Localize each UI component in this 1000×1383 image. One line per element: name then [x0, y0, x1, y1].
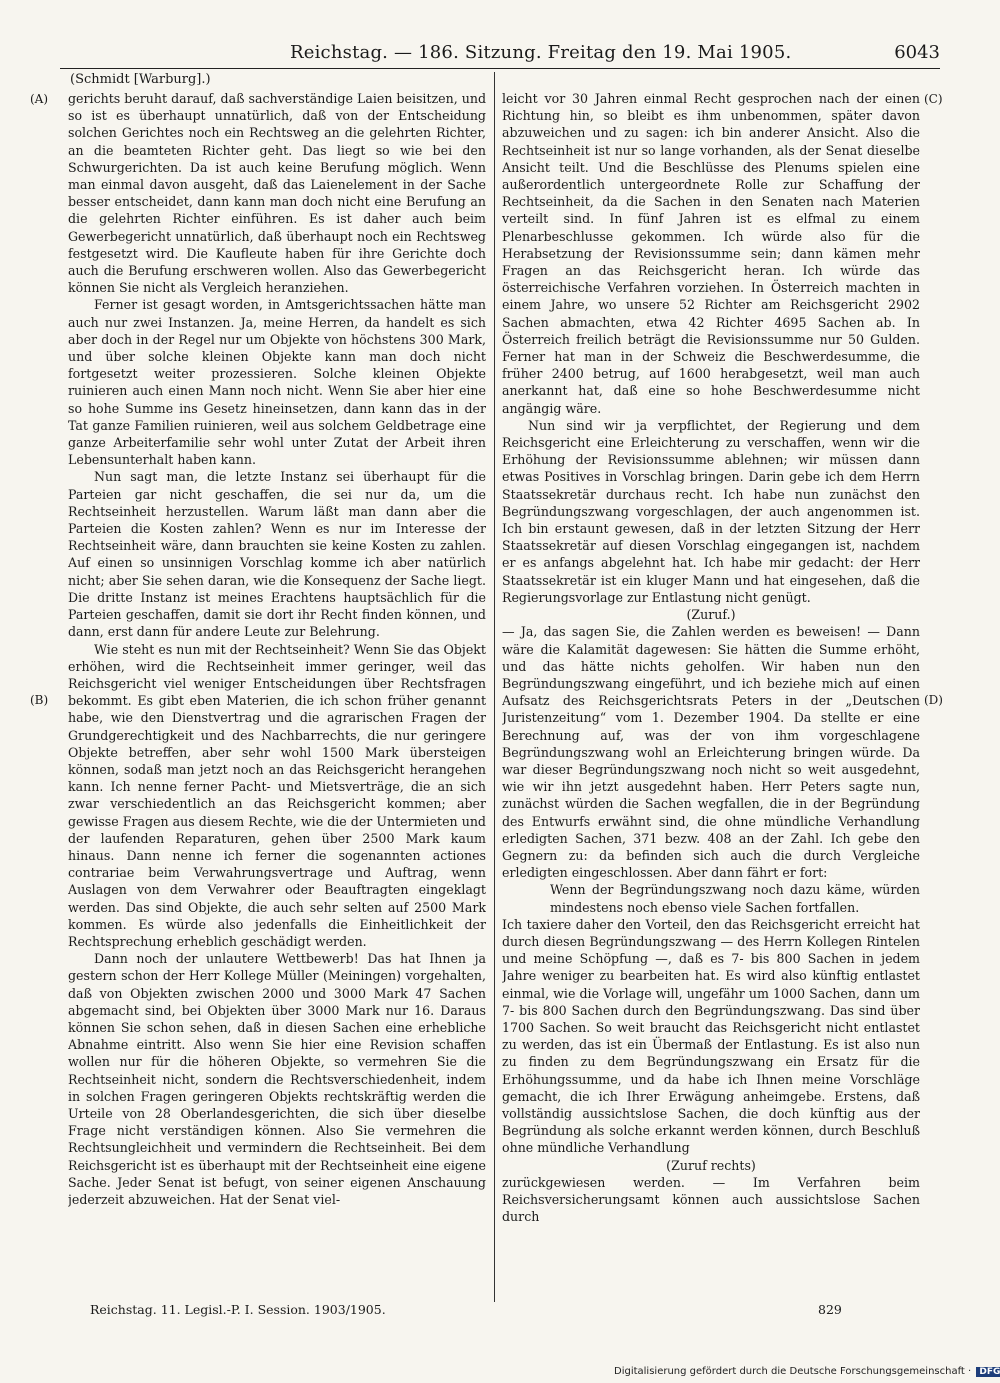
interjection: (Zuruf.) [686, 607, 736, 623]
column-divider [494, 72, 495, 1302]
paragraph: Nun sagt man, die letzte Instanz sei überhaupt für die Parteien gar nicht geschaffen, die sei nur da, um die Rechtseinheit herzustellen. Warum läßt man dann aber die Parteien die Kosten zahlen? Wenn es nur im Interesse der Rechtseinheit wäre, dann brauchten sie keine Kosten zu zahlen. Auf einen so unsinnigen Vorschlag komme ich aber natürlich nicht; aber Sie sehen daran, wie die Konsequenz der Sache liegt. Die dritte Instanz ist meines Erachtens hauptsächlich für die Parteien geschaffen, damit sie dort ihr Recht finden können, und dann, erst dann für andere Leute zur Belehrung. [68, 469, 486, 640]
dfg-logo: DFG [976, 1367, 1000, 1377]
dfg-notice-text: Digitalisierung gefördert durch die Deutsche Forschungsgemeinschaft · [614, 1366, 972, 1377]
dfg-funding-notice [614, 1366, 1000, 1377]
paragraph: Dann noch der unlautere Wettbewerb! Das hat Ihnen ja gestern schon der Herr Kollege Müller (Meiningen) vorgehalten, daß von Objekten zwischen 2000 und 3000 Mark 47 Sachen abgemacht sind, bei Objekten über 3000 Mark nur 16. Daraus können Sie schon sehen, daß in diesen Sachen eine erhebliche Abnahme eintritt. Also wenn Sie hier eine Revision schaffen wollen nur für die höheren Objekte, so vermehren Sie die Rechtseinheit nicht, sondern die Rechtsverschiedenheit, indem in solchen Fragen geringeren Objekts rechtskräftig werden die Urteile von 28 Oberlandesgerichten, die sich über dieselbe Frage nicht verständigen können. Also Sie vermehren die Rechtsungleichheit und vermindern die Rechtseinheit. Bei dem Reichsgericht ist es überhaupt mit der Rechtseinheit eine eigene Sache. Jeder Senat ist befugt, von seiner eigenen Anschauung jederzeit abzuweichen. Hat der Senat viel- [68, 951, 486, 1207]
footer-session-info: Reichstag. 11. Legisl.-P. I. Session. 1903/1905. [90, 1302, 386, 1317]
paragraph: Nun sind wir ja verpflichtet, der Regierung und dem Reichsgericht eine Erleichterung zu verschaffen, wenn wir die Erhöhung der Revisionssumme ablehnen; wir müssen dann etwas Positives in Vorschlag bringen. Darin gebe ich dem Herrn Staatssekretär durchaus recht. Ich habe nun zunächst den Begründungszwang vorgeschlagen, der auch angenommen ist. Ich bin erstaunt gewesen, daß in der letzten Sitzung der Herr Staatssekretär auf diesen Vorschlag eingegangen ist, nachdem er es anfangs abgelehnt hat. Ich habe mir gedacht: der Herr Staatssekretär ist ein kluger Mann und hat eingesehen, daß die Regierungsvorlage zur Entlastung nicht genügt. [502, 417, 920, 605]
paragraph: Wie steht es nun mit der Rechtseinheit? Wenn Sie das Objekt erhöhen, wird die Rechtseinheit immer geringer, weil das Reichsgericht viel weniger Entscheidungen über Rechtsfragen bekommt. Es gibt eben Materien, die ich schon früher genannt habe, wie den Dienstvertrag und die agrarischen Fragen der Grundgerechtigkeit und des Nachbarrechts, die nur geringere Objekte betreffen, aber sehr wohl 1500 Mark übersteigen können, sodaß man jetzt noch an das Reichsgericht herangehen kann. Ich nenne ferner Pacht- und Mietsverträge, die an sich zwar verschiedentlich an das Reichsgericht kommen; aber gewisse Fragen aus diesem Rechte, wie die der Untermieten und der laufenden Reparaturen, gehen über 2500 Mark kaum hinaus. Dann nenne ich ferner die sogenannten actiones contrariae beim Verwahrungsvertrage und Auftrag, wenn Auslagen von dem Verwahrer oder Beauftragten eingeklagt werden. Das sind Objekte, die auch sehr selten auf 2500 Mark kommen. Es würde also jedenfalls die Einheitlichkeit der Rechtsprechung erheblich geschädigt werden. [68, 641, 486, 949]
left-text-column [68, 90, 486, 1302]
page-header [60, 42, 940, 69]
footer-page-number: 829 [818, 1302, 842, 1317]
margin-marker-a: (A) [30, 92, 49, 106]
paragraph: Ich taxiere daher den Vorteil, den das Reichsgericht erreicht hat durch diesen Begründungszwang — des Herrn Kollegen Rintelen und meine Schöpfung —, daß es 7- bis 800 Sachen in jedem Jahre weniger zu bearbeiten hat. Es wird also künftig entlastet einmal, wie die Vorlage will, ungefähr um 1000 Sachen, dann um 7- bis 800 Sachen durch den Begründungszwang. Das sind über 1700 Sachen. So weit braucht das Reichsgericht nicht entlastet zu werden, das ist ein Übermaß der Entlastung. Es ist also nun zu finden zu dem Begründungszwang ein Ersatz für die Erhöhungssumme, und da habe ich Ihnen meine Vorschläge gemacht, die ich Ihrer Erwägung anheimgebe. Erstens, daß vollständig aussichtslose Sachen, die doch künftig aus der Begründung als solche erkannt werden können, durch Beschluß ohne mündliche Verhandlung [502, 916, 920, 1156]
interjection: (Zuruf rechts) [666, 1157, 756, 1173]
header-page-number: 6043 [894, 42, 940, 63]
margin-marker-d: (D) [924, 693, 943, 707]
header-title: Reichstag. — 186. Sitzung. Freitag den 19. Mai 1905. [290, 42, 792, 63]
block-quote: Wenn der Begründungszwang noch dazu käme, würden mindestens noch ebenso viele Sachen fortfallen. [550, 882, 920, 915]
margin-marker-b: (B) [30, 693, 49, 707]
paragraph: zurückgewiesen werden. — Im Verfahren beim Reichsversicherungsamt können auch aussichtslose Sachen durch [502, 1174, 920, 1225]
paragraph: Ferner ist gesagt worden, in Amtsgerichtssachen hätte man auch nur zwei Instanzen. Ja, meine Herren, da handelt es sich aber doch in der Regel nur um Objekte von höchstens 300 Mark, und über solche kleinen Objekte kann man doch nicht fortgesetzt weiter prozessieren. Solche kleinen Objekte ruinieren auch einen Mann noch nicht. Wenn Sie aber hier eine so hohe Summe ins Gesetz hineinsetzen, dann kann das in der Tat ganze Familien ruinieren, weil aus solchem Geldbetrage eine ganze Arbeiterfamilie sehr wohl unter Zutat der Arbeit ihren Lebensunterhalt haben kann. [68, 297, 486, 468]
paragraph: leicht vor 30 Jahren einmal Recht gesprochen nach der einen Richtung hin, so bleibt es ihm unbenommen, später davon abzuweichen und zu sagen: ich bin anderer Ansicht. Also die Rechtseinheit ist nur so lange vorhanden, als der Senat dieselbe Ansicht teilt. Und die Beschlüsse des Plenums spielen eine außerordentlich untergeordnete Rolle zur Schaffung der Rechtseinheit, da die Sachen in den Senaten nach Materien verteilt sind. In fünf Jahren ist es elfmal zu einem Plenarbeschlusse gekommen. Ich würde also für die Herabsetzung der Revisionssumme sein; dann kämen mehr Fragen an das Reichsgericht heran. Ich würde das österreichische Verfahren vorziehen. In Österreich machten in einem Jahre, wo unsere 52 Richter am Reichsgericht 2902 Sachen abmachten, etwa 42 Richter 4695 Sachen ab. In Österreich freilich beträgt die Revisionssumme nur 50 Gulden. Ferner hat man in der Schweiz die Beschwerdesumme, die früher 2400 betrug, auf 1600 herabgesetzt, weil man auch anerkannt hat, daß eine so hohe Beschwerdesumme nicht angängig wäre. [502, 91, 920, 416]
paragraph: — Ja, das sagen Sie, die Zahlen werden es beweisen! — Dann wäre die Kalamität dagewesen: Sie hätten die Summe erhöht, und das hätte nichts geholfen. Wir haben nun den Begründungszwang eingeführt, und ich beziehe mich auf einen Aufsatz des Reichsgerichtsrats Peters in der „Deutschen Juristenzeitung“ vom 1. Dezember 1904. Da stellte er eine Berechnung auf, was der von ihm vorgeschlagene Begründungszwang wohl an Erleichterung bringen würde. Da war dieser Begründungszwang noch nicht so weit ausgedehnt, wie wir ihn jetzt ausgedehnt haben. Herr Peters sagte nun, zunächst würden die Sachen wegfallen, die in der Begründung des Entwurfs erwähnt sind, die ohne mündliche Verhandlung erledigten Sachen, 371 bezw. 408 an der Zahl. Ich gebe den Gegnern zu: da befinden sich auch die durch Vergleiche erledigten eingeschlossen. Aber dann fährt er fort: [502, 624, 920, 881]
paragraph: gerichts beruht darauf, daß sachverständige Laien beisitzen, und so ist es überhaupt unnatürlich, daß von der Entscheidung solchen Gerichtes noch ein Rechtsweg an die gelehrten Richter, an die beamteten Richter geht. Das liegt so wie bei den Schwurgerichten. Da ist auch keine Berufung möglich. Wenn man einmal davon ausgeht, daß das Laienelement in der Sache besser entscheidet, dann kann man doch nicht eine Berufung an die gelehrten Richter einführen. Es ist daher auch beim Gewerbegericht unnatürlich, daß überhaupt noch ein Rechtsweg festgesetzt wird. Die Kaufleute haben für ihre Gerichte doch auch die Berufung erschweren wollen. Also das Gewerbegericht können Sie nicht als Vergleich heranziehen. [68, 91, 486, 296]
margin-marker-c: (C) [924, 92, 943, 106]
right-text-column [502, 90, 920, 1302]
speaker-name: (Schmidt [Warburg].) [70, 72, 211, 87]
